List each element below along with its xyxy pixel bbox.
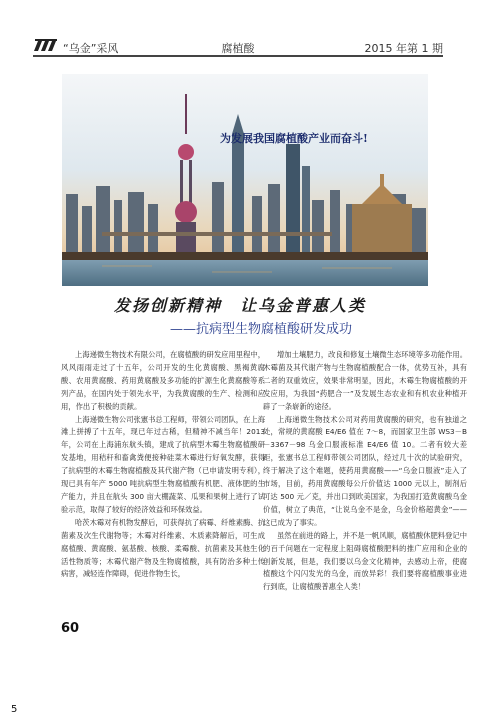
issue-label: 2015 年第 1 期 — [364, 42, 443, 55]
running-header — [33, 38, 443, 56]
corner-page-number: 5 — [11, 704, 18, 715]
header-rule — [33, 55, 443, 57]
paragraph: 哈茨木霉对有机物发酵后，可获得抗了病霉、纤维素酶、抗菌素及次生代谢物等；木霉对纤维素、木质素降解后，可生成腐植酸、黄腐酸、氨基酸、核酸、柔霉酸、抗菌素及其他生化活性物质等；木霉代谢产物及生物腐植酸，具有防治多种土传病害，减轻连作障碍，促进作物生长， — [61, 517, 265, 579]
article-title: 发扬创新精神 让乌金普惠人类 — [113, 296, 366, 315]
paragraph: 增加土壤肥力，改良和修复土壤微生态环境等多功能作用。木霉菌及其代谢产物与生物腐植酸配合一体，优势互补，具有二者的双重效应，效果非常明显，因此，木霉生物腐植酸的开发应用，为我国“药肥合一”及发展生态农业和有机农业种植开辟了一条崭新的途径。 — [263, 350, 467, 411]
paragraph: 上海递微生物技术有限公司，在腐植酸的研发应用里程中，风风雨雨走过了十五年，公司开发的生化黄腐酸、黑褐黄腐酸、农用黄腐酸、药用黄腐酸及多功能的扩源生化黄腐酸等系列产品，在国内处于领先水平，为我黄腐酸的生产、检测和应用，作出了积极的贡献。 — [61, 350, 265, 411]
hero-photo — [62, 74, 428, 286]
shanghai-skyline-illustration — [62, 74, 428, 286]
journal-section: 腐植酸 — [221, 42, 255, 55]
magazine-name: “乌金”采风 — [63, 42, 119, 55]
article-column-left — [61, 349, 265, 581]
article-subtitle: ——抗病型生物腐植酸研发成功 — [170, 322, 353, 337]
paragraph: 上海递微生物公司张憲书总工程师，带领公司团队，在上海滩上拼搏了十五年，现已年过古稀，但精神不减当年！2013 年，公司在上海浦东航头镇，建成了抗病型木霉生物腐植酸研发基地，用秸秆和畜禽粪便接种硅菜木霉进行好氧发酵，获得了抗病型的木霉生物腐植酸及其代谢产物（已申请发明专利），现已具有年产 5000 吨抗病型生物腐植酸有机肥、液体肥的生产能力，并且在航头 300 亩大棚蔬菜、瓜果和果树上进行了试验示范，取得了较好的经济效益和环保效益。 — [61, 414, 265, 514]
page-number: 60 — [61, 621, 80, 636]
article-column-right — [263, 349, 467, 594]
hero-banner-text: 为发展我国腐植酸产业而奋斗! — [220, 132, 368, 145]
paragraph: 上海递微生物技术公司对药用黄腐酸的研究，也有独道之处，常规的黄腐酸 E4/E6 值在 7～8，而国家卫生部 WS3－B－3367－98 乌金口服液标准 E4/E6 值 10。二者有较大差距，张憲书总工程师带领公司团队，经过几十次的试验研究，终于解决了这个难题，使药用黄腐酸——“乌金口服液”走入了市场，目前，药用黄腐酸每公斤价值达 1000 元以上，制剂后可达 500 元／克，并出口到欧美国家，为我国打造黄腐酸乌金价值，树立了典范，“让说乌金不是金，乌金价格超黄金”——这已成为了事实。 — [263, 414, 467, 527]
paragraph: 虽然在前进的路上，并不是一帆风顺，腐植酸休肥料登记中的百千问题在一定程度上阻碍腐植酸肥料的推广应用和企业的创新发展，但是，我们要以乌金文化精神，去感动上帝，使腐植酸这个闪闪发光的乌金，而放异彩！我们要将腐植酸事业进行到底，让腐植酸普惠全人类！ — [263, 530, 467, 592]
